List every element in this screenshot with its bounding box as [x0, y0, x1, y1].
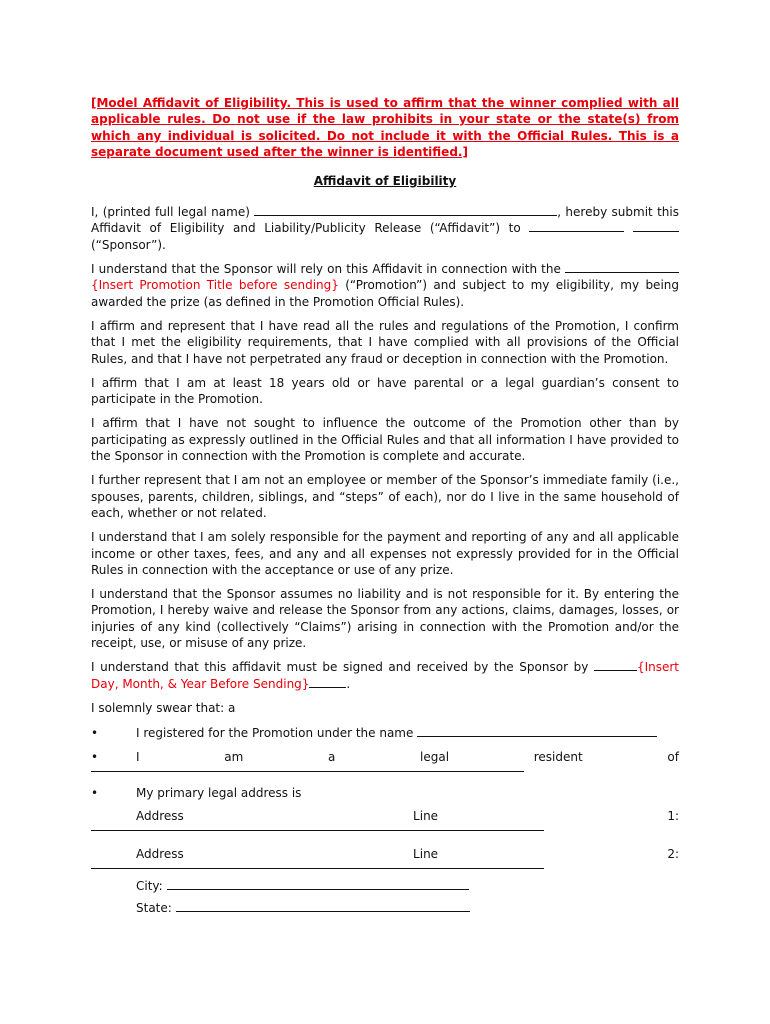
model-note: [Model Affidavit of Eligibility. This is used to affirm that the winner complied with all applicable rules. Do not use if the law prohibits in your state or the state(s) from which any individual is solicited. Do not include it with the Official Rules. This is a separate document used after the winner is identified.]: [91, 96, 679, 159]
bullet-1: •: [91, 726, 99, 741]
address-line-1-label: Address Line 1:: [136, 809, 679, 824]
p1-text-b: , hereby submit this Affidavit of Eligibility and Liability/Publicity Release (“Affidavit”) to: [91, 205, 679, 236]
p9-text-a: I understand that this affidavit must be signed and received by the Sponsor by: [91, 660, 594, 675]
city-label: City:: [136, 879, 163, 894]
address-label: My primary legal address is: [136, 786, 302, 801]
registered-name-label: I registered for the Promotion under the name: [136, 726, 414, 741]
bullet-3: •: [91, 786, 99, 801]
bullet-2: •: [91, 750, 99, 765]
paragraph-name-sponsor: [91, 204, 679, 253]
swear-line: I solemnly swear that: a: [91, 700, 236, 715]
document-title: Affidavit of Eligibility: [313, 174, 457, 189]
paragraph-influence: I affirm that I have not sought to influence the outcome of the Promotion other than by participating as expressly outlined in the Official Rules and that all information I have provided to the Sponsor in connection with the Promotion is complete and accurate.: [91, 416, 679, 464]
promotion-title-placeholder: {Insert Promotion Title before sending}: [91, 278, 339, 293]
legal-name-blank[interactable]: [254, 204, 557, 216]
state-blank[interactable]: [176, 900, 470, 912]
paragraph-employee: I further represent that I am not an employee or member of the Sponsor’s immediate family (i.e., spouses, parents, children, siblings, and “steps” of each), nor do I live in the same household of each, whether or not related.: [91, 473, 679, 520]
deadline-blank-2[interactable]: [309, 676, 346, 688]
address-line-2-label: Address Line 2:: [136, 847, 679, 862]
paragraph-liability: I understand that the Sponsor assumes no liability and is not responsible for it. By entering the Promotion, I hereby waive and release the Sponsor from any actions, claims, damages, losses, or injuries of any kind (collectively “Claims”) arising in connection with the Promotion and/or the receipt, use, or misuse of any prize.: [91, 587, 679, 651]
state-label: State:: [136, 901, 172, 916]
address-line-1-blank[interactable]: [91, 830, 544, 831]
paragraph-promotion: [91, 261, 679, 310]
residence-blank[interactable]: [91, 771, 524, 772]
p2-text-a: I understand that the Sponsor will rely on this Affidavit in connection with the: [91, 262, 565, 277]
p2-text-b: (“Promotion”) and subject to my eligibility, my being awarded the prize (as defined in the Promotion Official Rules).: [91, 278, 680, 309]
deadline-placeholder: {Insert Day, Month, & Year Before Sending}: [91, 660, 679, 691]
document-body: [91, 95, 679, 916]
list-item-registered-name: [91, 725, 679, 741]
city-row: [136, 878, 679, 894]
registered-name-blank[interactable]: [417, 725, 657, 737]
p1-text-c: (“Sponsor”).: [91, 237, 166, 252]
promotion-title-blank[interactable]: [565, 261, 679, 273]
residence-words: I am a legal resident of: [136, 750, 679, 765]
list-item-address: [91, 785, 679, 801]
p9-text-b: .: [346, 676, 351, 691]
sponsor-blank-1[interactable]: [529, 220, 624, 232]
paragraph-age: I affirm that I am at least 18 years old or have parental or a legal guardian’s consent to participate in the Promotion.: [91, 375, 679, 407]
list-item-residence: [91, 749, 679, 765]
paragraph-deadline: [91, 659, 679, 692]
state-row: [136, 900, 679, 916]
city-blank[interactable]: [167, 878, 469, 890]
paragraph-taxes: I understand that I am solely responsible for the payment and reporting of any and all applicable income or other taxes, fees, and any and all expenses not expressly provided for in the Official Rules in connection with the acceptance or use of any prize.: [91, 530, 679, 577]
p1-text-a: I, (printed full legal name): [91, 205, 255, 220]
address-line-2-blank[interactable]: [91, 868, 544, 869]
deadline-blank-1[interactable]: [594, 659, 637, 671]
sponsor-blank-2[interactable]: [633, 220, 679, 232]
paragraph-rules: I affirm and represent that I have read all the rules and regulations of the Promotion, I confirm that I met the eligibility requirements, that I have complied with all provisions of the Official Rules, and that I have not perpetrated any fraud or deception in connection with the Promotion.: [91, 318, 679, 366]
